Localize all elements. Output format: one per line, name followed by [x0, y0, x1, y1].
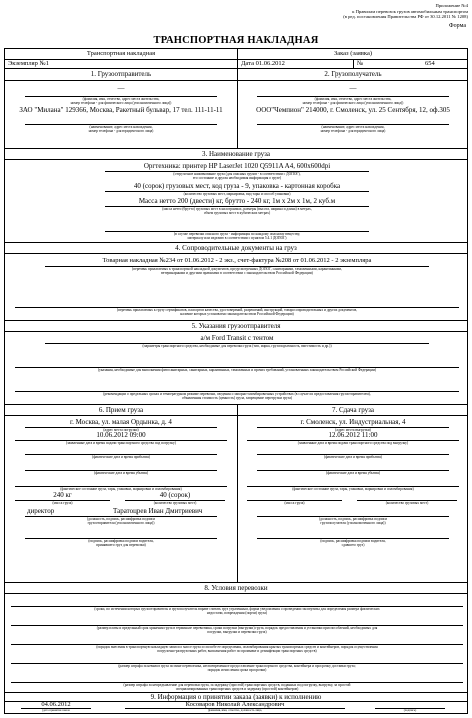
- order-number-label: №: [357, 60, 364, 67]
- shipper-person: Таратоцрев Иван Дмитриевич: [113, 507, 203, 515]
- s9-caption: (фамилия, имя, отчество, должность лица,: [125, 708, 345, 712]
- order-label: Заказ (заявка): [333, 50, 373, 57]
- s7-caption: (фактические дата и время убытия): [257, 470, 449, 475]
- s1-dash: —: [117, 84, 125, 92]
- s8-caption: (порядок внесения в транспортную накладную записи о массе груза и способе ее определения, опломбирования крытых транспортных средств и контейнеров, порядок осуществления погрузочно-разгрузочных работ, выполнения работ по промывке и дезинфекции транспортных средств): [11, 644, 463, 653]
- appendix-line: Приложение №4: [435, 3, 468, 8]
- s8-caption: (размер штрафа за невывоз груза по вине перевозчика, несвоевременное предоставление транспортного средства, контейнера и просрочку доставки груза; порядок исчисления срока просрочки): [11, 663, 463, 672]
- s1-caption: (фамилия, имя, отчество, адрес места жительства, номер телефона - для физического лица (уполномоченного лица)): [25, 96, 217, 105]
- cargo-name: Оргтехника: принтер HP LaserJet 1020 Q5911A A4, 600x600dpi: [143, 162, 331, 170]
- appendix-line: (в ред. постановления Правительства РФ от 30.12.2011 № 1208): [343, 14, 468, 20]
- vehicle-spec: а/м Ford Transit с тентом: [200, 334, 274, 342]
- s8-caption: (размер штрафа за непредъявление для перевозки груза, за задержку (простой) транспортных средств, поданных под погрузку, выгрузку, за простой специализированных транспортных средств и задержку (простой) контейнеров): [11, 682, 463, 691]
- s7-caption: (фактическое состояние груза, тары, упаковки, маркировки и опломбирования): [247, 486, 459, 491]
- s6-caption: (фактические дата и время прибытия): [25, 454, 217, 459]
- s6-caption: (фактическое состояние груза, тары, упаковки, маркировки и опломбирования): [15, 486, 227, 491]
- appendix-line: к Правилам перевозок грузов автомобильным транспортом: [352, 8, 468, 14]
- s6-caption: (подпись, расшифровка подписи водителя, принявшего груз для перевозки): [25, 538, 217, 547]
- s5-title: 5. Указания грузоотправителя: [191, 322, 281, 330]
- s7-title: 7. Сдача груза: [331, 406, 375, 414]
- s6-caption: (адрес места погрузки): [25, 427, 217, 432]
- s9-title: 9. Информация о принятии заказа (заявки) к исполнению: [150, 693, 322, 701]
- s6-caption: (должность, подпись, расшифровка подписи грузоотправителя (уполномоченного лица)): [25, 516, 217, 525]
- s8-title: 8. Условия перевозки: [204, 584, 268, 592]
- s3-caption: (в случае перевозки опасного груза - информация по каждому опасному веществу, материалу или изделию в соответствии с пунктом 5.4.1 ДОПОГ): [105, 231, 369, 240]
- s9-caption: (подпись): [375, 708, 445, 712]
- s7-caption: (фактические дата и время прибытия): [257, 454, 449, 459]
- s3-caption: (отгрузочное наименование груза (для опасных грузов - в соответствии с ДОПОГ), его состояние и другая необходимая информация о грузе): [105, 171, 369, 180]
- s2-caption: (наименование, адрес места нахождения, номер телефона - для юридического лица): [257, 124, 449, 133]
- appendix-note: [343, 3, 468, 20]
- s3-title: 3. Наименование груза: [201, 150, 270, 158]
- waybill-label: Транспортная накладная: [86, 50, 156, 57]
- unloading-datetime: 12.06.2012 11:00: [328, 431, 378, 439]
- copy-number: Экземпляр №1: [8, 60, 49, 67]
- s4-title: 4. Сопроводительные документы на груз: [175, 244, 297, 252]
- s5-caption: (указания, необходимые для выполнения фитосанитарных, санитарных, карантинных, таможенных и прочих требований, установленных законодательством Российской Федерации): [15, 367, 459, 372]
- s7-caption: (адрес места выгрузки): [257, 427, 449, 432]
- s6-caption: (заявленные дата и время подачи транспортного средства под погрузку): [15, 440, 227, 445]
- s6-caption: (количество грузовых мест): [125, 500, 225, 505]
- loading-places: 40 (сорок): [159, 491, 191, 499]
- order-date: Дата 01.06.2012: [241, 60, 285, 67]
- shipper-name: ЗАО "Милана" 129366, Москва, Ракетный бульвар, 17 тел. 111-11-11: [19, 106, 223, 114]
- s6-title: 6. Прием груза: [98, 406, 144, 414]
- s7-caption: (подпись, расшифровка подписи водителя, сдавшего груз): [257, 538, 449, 547]
- s9-caption: (дата принятия заказа: [21, 708, 91, 712]
- acceptance-date: 04.06.2012: [41, 701, 71, 708]
- s6-caption: (масса груза): [15, 500, 110, 505]
- s4-caption: (перечень прилагаемых к грузу сертификатов, паспортов качества, удостоверений, разрешений, инструкций, товаросопроводительных и других документов, наличие которых установлено законодательством Российской Федерации): [15, 307, 459, 316]
- loading-mass: 240 кг: [53, 491, 72, 499]
- waybill-form: [4, 48, 468, 714]
- cargo-mass: Масса нетто 200 (двести) кг, брутто - 240 кг, 1м х 2м х 1м, 2 куб.м: [138, 197, 336, 205]
- s6-caption: (фактические дата и время убытия): [25, 470, 217, 475]
- s2-dash: —: [349, 84, 357, 92]
- s4-caption: (перечень прилагаемых к транспортной накладной документов, предусмотренных ДОПОГ, санитарными, таможенными, карантинными, ветеринарными и другими правилами в соответствии с законодательством Российской Федерации): [45, 266, 429, 275]
- shipper-position: директор: [27, 507, 55, 515]
- s2-caption: (фамилия, имя, отчество, адрес места жительства, номер телефона - для физического лица (уполномоченного лица)): [257, 96, 449, 105]
- loading-datetime: 10.06.2012 09:00: [96, 431, 146, 439]
- s7-caption: (заявленные дата и время подачи транспортного средства под выгрузку): [247, 440, 459, 445]
- loading-address: г. Москва, ул. малая Ордынка, д. 4: [70, 418, 172, 426]
- s3-caption: (количество грузовых мест, маркировка, вид тары и способ упаковки): [105, 191, 369, 196]
- documents-list: Товарная накладная №234 от 01.06.2012 - 2 экз., счет-фактура №208 от 01.06.2012 - 2 экземпляра: [102, 257, 372, 264]
- s3-caption: (масса нетто (брутто) грузовых мест в килограммах, размеры (высота, ширина и длина) в метрах, объем грузовых мест в кубических метрах): [105, 206, 369, 215]
- s5-caption: (параметры транспортного средства, необходимые для перевозки груза (тип, марка, грузоподъемность, вместимость и др.)): [45, 343, 429, 348]
- s1-caption: (наименование, адрес места нахождения, номер телефона - для юридического лица): [25, 124, 217, 133]
- consignee-name: ООО"Чемпион" 214000, г. Смоленск, ул. 25 Сентября, 12, оф.305: [256, 106, 450, 114]
- form-label: Форма: [448, 23, 466, 29]
- s1-title: 1. Грузоотправитель: [90, 70, 152, 78]
- s7-caption: (количество грузовых мест): [357, 500, 457, 505]
- s2-title: 2. Грузополучатель: [324, 70, 382, 78]
- acceptance-person: Косоваров Николай Александрович: [185, 701, 285, 708]
- order-number: 654: [425, 60, 435, 67]
- s8-caption: (сроки, по истечении которых грузоотправитель и грузополучатель вправе считать груз утраченным, форма уведомления о проведении экспертизы для определения размера фактических недостачи, повреждения (порчи) груза): [11, 606, 463, 615]
- cargo-places: 40 (сорок) грузовых мест, код груза - 9, упаковка - картонная коробка: [133, 182, 341, 190]
- s7-caption: (должность, подпись, расшифровка подписи грузополучателя (уполномоченного лица)): [257, 516, 449, 525]
- s7-caption: (масса груза): [247, 500, 342, 505]
- document-title: ТРАНСПОРТНАЯ НАКЛАДНАЯ: [153, 35, 319, 46]
- s5-caption: (рекомендации о предельных сроках и температурном режиме перевозки, сведения о запорно-пломбировочных устройствах (в случае их предоставления грузоотправителем), объявленная стоимость (ценность) груза, запрещение перегрузки груза): [15, 391, 459, 400]
- s8-caption: (размер платы и предельный срок хранения груза в терминале перевозчика, сроки погрузки (выгрузки) груза, порядок предоставления и установки приспособлений, необходимых для погрузки, выгрузки и перевозки груза): [11, 625, 463, 634]
- unloading-address: г. Смоленск, ул. Индустриальная, 4: [300, 418, 406, 426]
